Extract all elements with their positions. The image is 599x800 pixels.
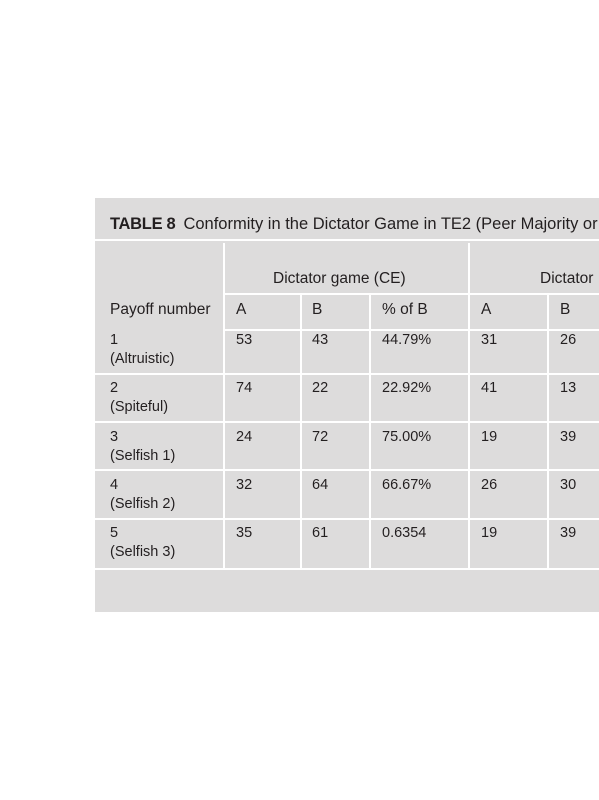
table-panel — [95, 198, 599, 612]
table-cell: 66.67% — [382, 477, 432, 493]
row-label: 4 (Selfish 2) — [110, 477, 176, 512]
divider — [547, 295, 549, 570]
table-cell: 64 — [312, 477, 329, 493]
divider — [300, 295, 302, 570]
col-header-payoff: Payoff number — [110, 301, 211, 318]
row-label: 5 (Selfish 3) — [110, 525, 176, 560]
table-cell: 0.6354 — [382, 525, 427, 541]
divider — [95, 421, 599, 423]
table-cell: 24 — [236, 429, 253, 445]
table-cell: 61 — [312, 525, 329, 541]
table-cell: 39 — [560, 525, 577, 541]
divider — [224, 293, 599, 295]
group-header-dictator-ce: Dictator game (CE) — [273, 270, 406, 287]
col-header-a: A — [236, 301, 247, 318]
table-cell: 39 — [560, 429, 577, 445]
table-cell: 75.00% — [382, 429, 432, 445]
group-header-dictator: Dictator — [540, 270, 594, 287]
row-label: 1 (Altruistic) — [110, 332, 175, 367]
table-cell: 35 — [236, 525, 253, 541]
table-cell: 19 — [481, 525, 498, 541]
table-cell: 30 — [560, 477, 577, 493]
col-header-b: B — [560, 301, 571, 318]
row-label: 3 (Selfish 1) — [110, 429, 176, 464]
divider — [224, 329, 599, 331]
table-cell: 31 — [481, 332, 498, 348]
table-cell: 13 — [560, 380, 577, 396]
divider — [95, 469, 599, 471]
col-header-b: B — [312, 301, 323, 318]
table-cell: 43 — [312, 332, 329, 348]
table-cell: 26 — [481, 477, 498, 493]
divider — [95, 568, 599, 570]
divider — [369, 295, 371, 570]
col-header-pct-b: % of B — [382, 301, 428, 318]
table-cell: 53 — [236, 332, 253, 348]
table-cell: 74 — [236, 380, 253, 396]
table-cell: 44.79% — [382, 332, 432, 348]
table-title: Conformity in the Dictator Game in TE2 (Peer Majority or — [183, 215, 598, 233]
table-cell: 22 — [312, 380, 329, 396]
table-cell: 41 — [481, 380, 498, 396]
divider — [95, 518, 599, 520]
divider — [95, 373, 599, 375]
table-caption — [95, 198, 599, 241]
table-cell: 22.92% — [382, 380, 432, 396]
table-grid — [95, 243, 599, 612]
table-cell: 26 — [560, 332, 577, 348]
table-cell: 19 — [481, 429, 498, 445]
row-label: 2 (Spiteful) — [110, 380, 169, 415]
table-label: TABLE 8 — [110, 215, 176, 233]
table-cell: 32 — [236, 477, 253, 493]
col-header-a: A — [481, 301, 492, 318]
table-cell: 72 — [312, 429, 329, 445]
